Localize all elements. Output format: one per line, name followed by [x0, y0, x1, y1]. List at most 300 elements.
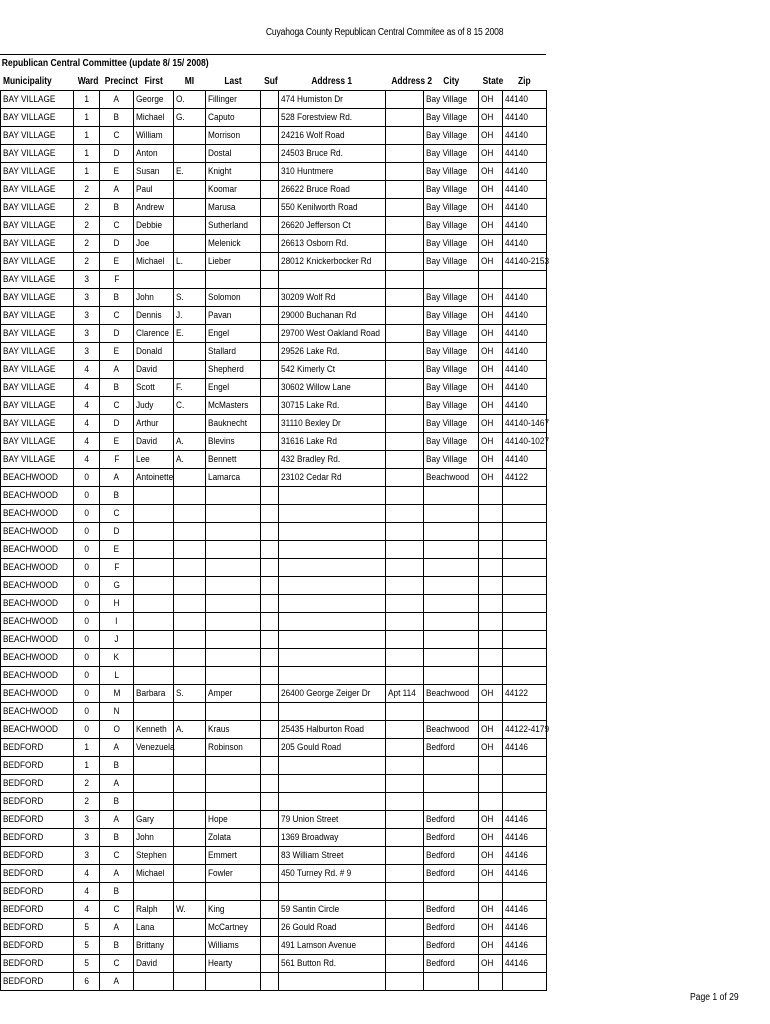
cell-mi: [174, 595, 206, 613]
cell-municipality: BEACHWOOD: [1, 631, 74, 649]
cell-first: Barbara: [134, 685, 174, 703]
cell-first: John: [134, 289, 174, 307]
cell-ward: 0: [74, 577, 100, 595]
cell-zip: 44140: [503, 397, 547, 415]
cell-zip: [503, 559, 547, 577]
column-header-first: First: [134, 73, 174, 91]
cell-first: [134, 757, 174, 775]
cell-suf: [261, 199, 279, 217]
cell-zip: 44146: [503, 955, 547, 973]
cell-address-2: [386, 307, 424, 325]
cell-zip: [503, 541, 547, 559]
cell-precinct: C: [100, 901, 134, 919]
cell-mi: [174, 667, 206, 685]
cell-ward: 0: [74, 631, 100, 649]
column-header-last: Last: [206, 73, 261, 91]
cell-first: Brittany: [134, 937, 174, 955]
column-header-address-1: Address 1: [279, 73, 386, 91]
cell-state: [479, 613, 503, 631]
table-row: [1, 469, 547, 487]
table-row: [1, 541, 547, 559]
cell-first: [134, 973, 174, 991]
cell-address-2: [386, 973, 424, 991]
cell-mi: [174, 217, 206, 235]
cell-suf: [261, 271, 279, 289]
cell-city: [424, 577, 479, 595]
cell-state: OH: [479, 199, 503, 217]
cell-last: [206, 505, 261, 523]
cell-precinct: E: [100, 253, 134, 271]
cell-zip: [503, 487, 547, 505]
cell-last: Solomon: [206, 289, 261, 307]
cell-state: OH: [479, 145, 503, 163]
cell-first: Andrew: [134, 199, 174, 217]
cell-last: Hearty: [206, 955, 261, 973]
cell-state: OH: [479, 307, 503, 325]
cell-city: [424, 595, 479, 613]
cell-address-1: [279, 649, 386, 667]
cell-suf: [261, 937, 279, 955]
cell-municipality: BAY VILLAGE: [1, 109, 74, 127]
cell-city: Bay Village: [424, 325, 479, 343]
cell-ward: 2: [74, 253, 100, 271]
cell-last: [206, 559, 261, 577]
cell-state: [479, 631, 503, 649]
cell-address-1: 30602 Willow Lane: [279, 379, 386, 397]
cell-first: [134, 595, 174, 613]
cell-address-2: [386, 937, 424, 955]
cell-mi: [174, 577, 206, 595]
cell-address-2: [386, 451, 424, 469]
cell-address-2: [386, 757, 424, 775]
column-header-ward: Ward: [74, 73, 100, 91]
cell-state: [479, 883, 503, 901]
cell-city: [424, 613, 479, 631]
cell-first: David: [134, 361, 174, 379]
cell-mi: [174, 613, 206, 631]
cell-ward: 3: [74, 289, 100, 307]
cell-address-1: 24216 Wolf Road: [279, 127, 386, 145]
cell-zip: [503, 667, 547, 685]
cell-last: [206, 487, 261, 505]
cell-first: Antoinette: [134, 469, 174, 487]
cell-first: Lana: [134, 919, 174, 937]
cell-zip: [503, 775, 547, 793]
cell-municipality: BEDFORD: [1, 937, 74, 955]
cell-address-1: 550 Kenilworth Road: [279, 199, 386, 217]
cell-address-1: [279, 505, 386, 523]
cell-address-1: 23102 Cedar Rd: [279, 469, 386, 487]
cell-precinct: H: [100, 595, 134, 613]
cell-mi: [174, 739, 206, 757]
cell-municipality: BEDFORD: [1, 883, 74, 901]
cell-city: Bay Village: [424, 379, 479, 397]
table-row: [1, 559, 547, 577]
column-header-city: City: [424, 73, 479, 91]
cell-ward: 2: [74, 181, 100, 199]
cell-last: Blevins: [206, 433, 261, 451]
cell-last: Caputo: [206, 109, 261, 127]
cell-municipality: BEACHWOOD: [1, 487, 74, 505]
table-row: [1, 865, 547, 883]
cell-suf: [261, 577, 279, 595]
cell-first: [134, 541, 174, 559]
cell-municipality: BAY VILLAGE: [1, 415, 74, 433]
cell-municipality: BAY VILLAGE: [1, 91, 74, 109]
cell-last: King: [206, 901, 261, 919]
cell-city: Bay Village: [424, 181, 479, 199]
cell-suf: [261, 739, 279, 757]
cell-address-1: 31616 Lake Rd: [279, 433, 386, 451]
cell-ward: 0: [74, 595, 100, 613]
cell-ward: 3: [74, 829, 100, 847]
cell-ward: 4: [74, 397, 100, 415]
cell-address-1: [279, 703, 386, 721]
cell-suf: [261, 343, 279, 361]
cell-ward: 5: [74, 919, 100, 937]
cell-municipality: BAY VILLAGE: [1, 271, 74, 289]
cell-suf: [261, 325, 279, 343]
cell-zip: 44140: [503, 451, 547, 469]
cell-state: OH: [479, 739, 503, 757]
cell-precinct: E: [100, 343, 134, 361]
cell-suf: [261, 775, 279, 793]
cell-municipality: BAY VILLAGE: [1, 361, 74, 379]
cell-city: Beachwood: [424, 721, 479, 739]
table-row: [1, 379, 547, 397]
table-row: [1, 325, 547, 343]
cell-city: Bay Village: [424, 397, 479, 415]
cell-last: [206, 613, 261, 631]
cell-municipality: BEACHWOOD: [1, 721, 74, 739]
table-row: [1, 937, 547, 955]
cell-city: [424, 505, 479, 523]
cell-mi: [174, 865, 206, 883]
cell-suf: [261, 559, 279, 577]
cell-municipality: BEACHWOOD: [1, 667, 74, 685]
cell-address-1: 474 Humiston Dr: [279, 91, 386, 109]
cell-city: Bay Village: [424, 451, 479, 469]
cell-mi: C.: [174, 397, 206, 415]
cell-first: [134, 523, 174, 541]
cell-ward: 0: [74, 469, 100, 487]
cell-ward: 2: [74, 775, 100, 793]
cell-municipality: BEDFORD: [1, 775, 74, 793]
committee-sheet: [0, 54, 550, 991]
cell-precinct: M: [100, 685, 134, 703]
cell-first: Judy: [134, 397, 174, 415]
cell-mi: [174, 271, 206, 289]
cell-first: Lee: [134, 451, 174, 469]
table-row: [1, 433, 547, 451]
cell-ward: 4: [74, 433, 100, 451]
cell-zip: 44146: [503, 937, 547, 955]
table-row: [1, 487, 547, 505]
cell-address-2: [386, 667, 424, 685]
cell-municipality: BEACHWOOD: [1, 559, 74, 577]
cell-last: [206, 793, 261, 811]
cell-address-1: [279, 523, 386, 541]
column-header-mi: MI: [174, 73, 206, 91]
cell-last: Amper: [206, 685, 261, 703]
cell-ward: 0: [74, 559, 100, 577]
cell-city: Bay Village: [424, 217, 479, 235]
cell-address-1: [279, 541, 386, 559]
cell-state: OH: [479, 109, 503, 127]
cell-zip: [503, 505, 547, 523]
cell-address-1: 29526 Lake Rd.: [279, 343, 386, 361]
cell-precinct: D: [100, 325, 134, 343]
cell-state: [479, 793, 503, 811]
cell-state: OH: [479, 847, 503, 865]
cell-last: Melenick: [206, 235, 261, 253]
cell-first: Michael: [134, 109, 174, 127]
cell-zip: 44140: [503, 325, 547, 343]
table-row: [1, 811, 547, 829]
cell-zip: 44140: [503, 307, 547, 325]
cell-last: [206, 631, 261, 649]
cell-ward: 2: [74, 793, 100, 811]
cell-address-2: [386, 739, 424, 757]
cell-zip: 44140: [503, 361, 547, 379]
cell-address-2: [386, 325, 424, 343]
cell-municipality: BEDFORD: [1, 865, 74, 883]
cell-city: Bedford: [424, 739, 479, 757]
cell-mi: [174, 415, 206, 433]
table-row: [1, 523, 547, 541]
cell-first: [134, 631, 174, 649]
cell-city: Bedford: [424, 865, 479, 883]
cell-state: OH: [479, 181, 503, 199]
cell-municipality: BAY VILLAGE: [1, 199, 74, 217]
cell-suf: [261, 883, 279, 901]
cell-zip: [503, 271, 547, 289]
cell-mi: [174, 883, 206, 901]
cell-mi: [174, 955, 206, 973]
cell-suf: [261, 415, 279, 433]
cell-suf: [261, 397, 279, 415]
cell-zip: 44140: [503, 199, 547, 217]
cell-first: Venezuela: [134, 739, 174, 757]
cell-last: Engel: [206, 325, 261, 343]
cell-ward: 6: [74, 973, 100, 991]
cell-ward: 4: [74, 883, 100, 901]
table-row: [1, 847, 547, 865]
cell-municipality: BEACHWOOD: [1, 703, 74, 721]
cell-city: Bay Village: [424, 433, 479, 451]
cell-city: Bay Village: [424, 235, 479, 253]
cell-last: [206, 703, 261, 721]
cell-state: OH: [479, 865, 503, 883]
cell-precinct: B: [100, 793, 134, 811]
cell-precinct: B: [100, 487, 134, 505]
cell-last: Fowler: [206, 865, 261, 883]
cell-suf: [261, 865, 279, 883]
cell-suf: [261, 973, 279, 991]
cell-first: Anton: [134, 145, 174, 163]
cell-state: OH: [479, 397, 503, 415]
cell-precinct: I: [100, 613, 134, 631]
cell-first: George: [134, 91, 174, 109]
cell-state: [479, 775, 503, 793]
cell-mi: A.: [174, 451, 206, 469]
table-row: [1, 721, 547, 739]
table-row: [1, 793, 547, 811]
cell-mi: [174, 361, 206, 379]
cell-precinct: A: [100, 775, 134, 793]
cell-address-2: [386, 163, 424, 181]
column-header-state: State: [479, 73, 503, 91]
cell-address-1: [279, 883, 386, 901]
cell-ward: 0: [74, 541, 100, 559]
cell-address-2: [386, 919, 424, 937]
cell-suf: [261, 433, 279, 451]
cell-precinct: D: [100, 415, 134, 433]
cell-zip: 44122: [503, 685, 547, 703]
cell-address-2: [386, 559, 424, 577]
cell-first: [134, 703, 174, 721]
cell-municipality: BAY VILLAGE: [1, 397, 74, 415]
cell-suf: [261, 919, 279, 937]
cell-state: [479, 487, 503, 505]
cell-first: Michael: [134, 253, 174, 271]
cell-last: Pavan: [206, 307, 261, 325]
cell-mi: [174, 775, 206, 793]
cell-municipality: BAY VILLAGE: [1, 433, 74, 451]
cell-address-2: [386, 523, 424, 541]
cell-ward: 4: [74, 865, 100, 883]
cell-first: Ralph: [134, 901, 174, 919]
header-row: [1, 73, 547, 91]
cell-zip: 44122-4179: [503, 721, 547, 739]
cell-mi: [174, 235, 206, 253]
cell-suf: [261, 469, 279, 487]
cell-suf: [261, 811, 279, 829]
cell-state: [479, 667, 503, 685]
cell-zip: [503, 973, 547, 991]
cell-ward: 0: [74, 613, 100, 631]
cell-first: David: [134, 433, 174, 451]
cell-municipality: BEDFORD: [1, 757, 74, 775]
cell-municipality: BEACHWOOD: [1, 541, 74, 559]
cell-city: Bedford: [424, 811, 479, 829]
cell-address-2: [386, 775, 424, 793]
cell-last: Lieber: [206, 253, 261, 271]
cell-precinct: F: [100, 451, 134, 469]
cell-suf: [261, 613, 279, 631]
cell-ward: 1: [74, 91, 100, 109]
cell-address-2: [386, 469, 424, 487]
cell-last: [206, 271, 261, 289]
cell-suf: [261, 109, 279, 127]
table-row: [1, 415, 547, 433]
cell-address-1: [279, 559, 386, 577]
cell-city: [424, 487, 479, 505]
cell-last: Hope: [206, 811, 261, 829]
cell-mi: [174, 469, 206, 487]
cell-first: John: [134, 829, 174, 847]
cell-suf: [261, 307, 279, 325]
cell-address-1: 25435 Halburton Road: [279, 721, 386, 739]
cell-address-1: 24503 Bruce Rd.: [279, 145, 386, 163]
cell-precinct: A: [100, 469, 134, 487]
cell-first: [134, 613, 174, 631]
cell-last: [206, 757, 261, 775]
cell-address-2: [386, 811, 424, 829]
cell-zip: [503, 757, 547, 775]
cell-suf: [261, 685, 279, 703]
cell-last: Marusa: [206, 199, 261, 217]
cell-state: OH: [479, 433, 503, 451]
cell-ward: 1: [74, 163, 100, 181]
cell-last: Knight: [206, 163, 261, 181]
cell-first: [134, 505, 174, 523]
cell-last: [206, 667, 261, 685]
cell-city: Bay Village: [424, 289, 479, 307]
cell-zip: [503, 631, 547, 649]
cell-precinct: B: [100, 199, 134, 217]
cell-ward: 1: [74, 127, 100, 145]
cell-address-1: 528 Forestview Rd.: [279, 109, 386, 127]
cell-first: Paul: [134, 181, 174, 199]
table-row: [1, 631, 547, 649]
cell-city: [424, 883, 479, 901]
cell-municipality: BAY VILLAGE: [1, 253, 74, 271]
cell-first: [134, 649, 174, 667]
cell-mi: [174, 523, 206, 541]
cell-city: [424, 271, 479, 289]
cell-state: OH: [479, 469, 503, 487]
table-row: [1, 667, 547, 685]
cell-zip: 44140-1027: [503, 433, 547, 451]
cell-address-2: [386, 217, 424, 235]
cell-zip: [503, 793, 547, 811]
cell-mi: A.: [174, 721, 206, 739]
cell-state: OH: [479, 379, 503, 397]
cell-address-2: [386, 649, 424, 667]
cell-zip: 44146: [503, 919, 547, 937]
table-row: [1, 145, 547, 163]
cell-address-1: 31110 Bexley Dr: [279, 415, 386, 433]
cell-state: [479, 271, 503, 289]
cell-state: OH: [479, 811, 503, 829]
table-body: [1, 91, 550, 991]
cell-state: OH: [479, 343, 503, 361]
cell-address-2: [386, 415, 424, 433]
table-row: [1, 235, 547, 253]
table-row: [1, 775, 547, 793]
cell-mi: [174, 757, 206, 775]
cell-address-2: [386, 253, 424, 271]
cell-municipality: BAY VILLAGE: [1, 379, 74, 397]
cell-address-1: [279, 595, 386, 613]
cell-state: [479, 577, 503, 595]
cell-city: [424, 703, 479, 721]
table-row: [1, 109, 547, 127]
cell-precinct: A: [100, 811, 134, 829]
cell-precinct: C: [100, 217, 134, 235]
cell-first: Stephen: [134, 847, 174, 865]
cell-address-1: 59 Santin Circle: [279, 901, 386, 919]
cell-city: [424, 559, 479, 577]
cell-ward: 0: [74, 649, 100, 667]
cell-last: [206, 595, 261, 613]
cell-ward: 0: [74, 487, 100, 505]
cell-first: David: [134, 955, 174, 973]
cell-suf: [261, 379, 279, 397]
cell-ward: 1: [74, 145, 100, 163]
cell-precinct: C: [100, 397, 134, 415]
